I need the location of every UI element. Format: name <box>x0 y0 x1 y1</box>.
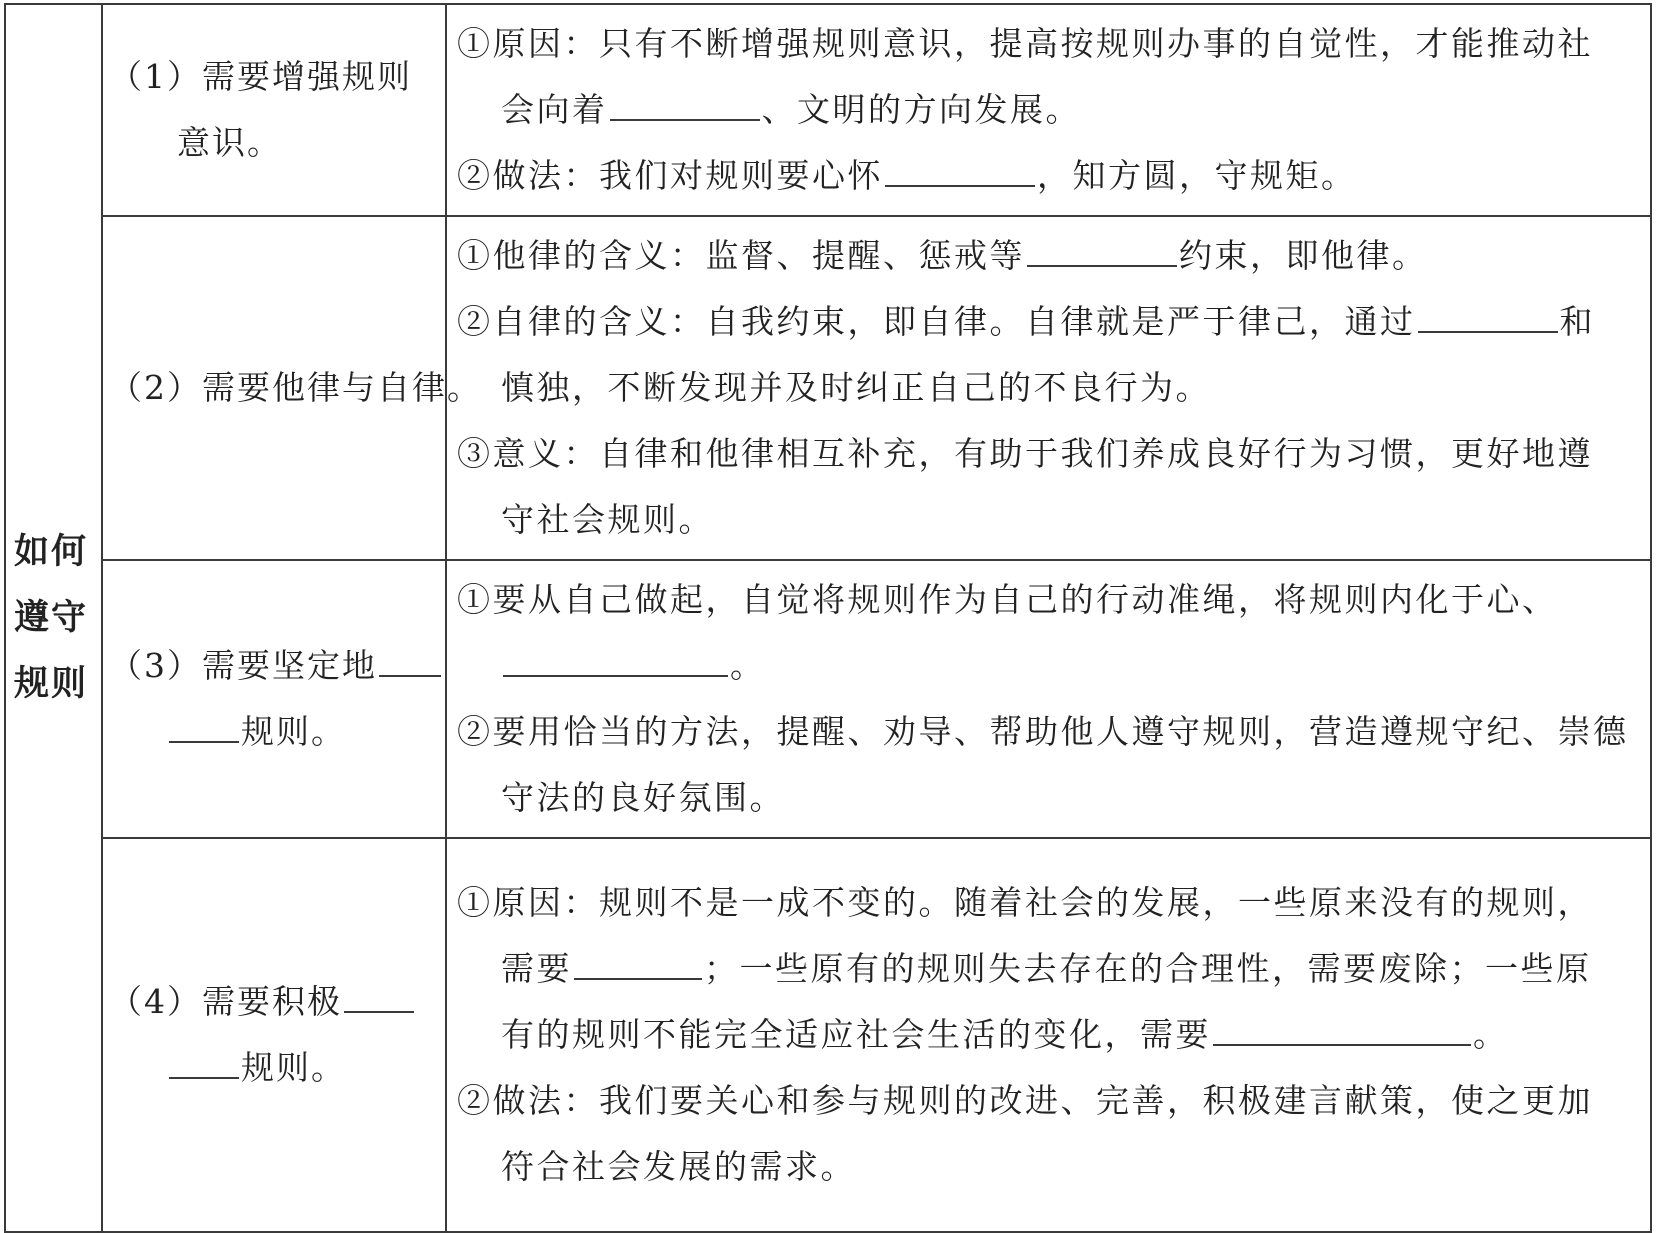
detail-cell <box>446 560 1651 838</box>
requirement-text <box>109 969 439 1035</box>
topic-line: 遵守 <box>14 598 89 638</box>
table-row <box>5 560 1651 838</box>
detail-line <box>457 1068 1640 1134</box>
requirement-text: 意识。 <box>177 123 282 162</box>
requirement-cell <box>102 560 446 838</box>
detail-text: 守法的良好氛围。 <box>501 778 785 817</box>
fill-in-blank[interactable] <box>1213 1020 1471 1046</box>
fill-in-blank[interactable] <box>169 717 239 743</box>
requirement-text <box>109 1035 439 1101</box>
item-marker: ① <box>457 24 493 63</box>
fill-in-blank[interactable] <box>379 651 441 677</box>
requirement-text: （4）需要积极 <box>109 982 342 1021</box>
detail-text: 慎独，不断发现并及时纠正自己的不良行为。 <box>501 368 1211 407</box>
fill-in-blank[interactable] <box>574 954 702 980</box>
detail-item <box>457 421 1640 553</box>
detail-item <box>457 1068 1640 1200</box>
detail-item <box>457 870 1640 1068</box>
fill-in-blank[interactable] <box>610 95 760 121</box>
detail-line <box>457 1134 1640 1200</box>
detail-text: 会向着 <box>501 90 608 129</box>
detail-text: 做法：我们要关心和参与规则的改进、完善，积极建言献策，使之更加 <box>492 1081 1593 1120</box>
detail-text: ，知方圆，守规矩。 <box>1037 156 1357 195</box>
detail-line <box>457 633 1640 699</box>
detail-text: 做法：我们对规则要心怀 <box>492 156 883 195</box>
detail-text: 要用恰当的方法，提醒、劝导、帮助他人遵守规则，营造遵规守纪、崇德 <box>492 712 1629 751</box>
detail-text: 原因：规则不是一成不变的。随着社会的发展，一些原来没有的规则， <box>492 883 1593 922</box>
knowledge-table-sheet <box>4 3 1652 1195</box>
requirement-cell <box>102 838 446 1232</box>
detail-cell <box>446 838 1651 1232</box>
detail-item <box>457 699 1640 831</box>
item-marker: ① <box>457 236 493 275</box>
detail-item <box>457 289 1640 421</box>
detail-line <box>457 765 1640 831</box>
fill-in-blank[interactable] <box>885 161 1035 187</box>
detail-text: 要从自己做起，自觉将规则作为自己的行动准绳，将规则内化于心、 <box>492 580 1558 619</box>
detail-text: 。 <box>1473 1015 1509 1054</box>
requirement-text: （2）需要他律与自律。 <box>109 368 482 407</box>
item-marker: ① <box>457 883 493 922</box>
detail-text: 符合社会发展的需求。 <box>501 1147 856 1186</box>
detail-item <box>457 223 1640 289</box>
table-row <box>5 4 1651 216</box>
detail-line <box>457 936 1640 1002</box>
detail-text: 约束，即他律。 <box>1179 236 1428 275</box>
detail-text: 自律的含义：自我约束，即自律。自律就是严于律己，通过 <box>492 302 1416 341</box>
detail-line <box>457 77 1640 143</box>
detail-line <box>457 567 1640 633</box>
detail-line <box>457 699 1640 765</box>
item-marker: ② <box>457 712 493 751</box>
detail-line <box>457 421 1640 487</box>
detail-text: 原因：只有不断增强规则意识，提高按规则办事的自觉性，才能推动社 <box>492 24 1593 63</box>
detail-line <box>457 487 1640 553</box>
requirement-cell <box>102 216 482 560</box>
detail-line <box>457 289 1640 355</box>
table-row <box>5 838 1651 1232</box>
topic-line: 规则 <box>14 664 89 704</box>
requirement-text <box>109 699 439 765</box>
item-marker: ② <box>457 1081 493 1120</box>
detail-text: 和 <box>1559 302 1595 341</box>
detail-item <box>457 11 1640 143</box>
fill-in-blank[interactable] <box>1027 241 1177 267</box>
topic-cell <box>5 4 102 1232</box>
fill-in-blank[interactable] <box>169 1053 239 1079</box>
item-marker: ① <box>457 580 493 619</box>
fill-in-blank[interactable] <box>503 651 728 677</box>
detail-text: 他律的含义：监督、提醒、惩戒等 <box>492 236 1025 275</box>
fill-in-blank[interactable] <box>344 987 414 1013</box>
detail-line <box>457 870 1640 936</box>
detail-line <box>457 223 1640 289</box>
requirement-text <box>109 633 439 699</box>
detail-text: 、文明的方向发展。 <box>761 90 1081 129</box>
fill-in-blank[interactable] <box>1418 307 1558 333</box>
detail-line <box>457 11 1640 77</box>
item-marker: ③ <box>457 434 493 473</box>
item-marker: ② <box>457 156 493 195</box>
detail-text: 守社会规则。 <box>501 500 714 539</box>
detail-text: 意义：自律和他律相互补充，有助于我们养成良好行为习惯，更好地遵 <box>492 434 1593 473</box>
detail-item <box>457 567 1640 699</box>
requirement-text: （3）需要坚定地 <box>109 646 377 685</box>
requirement-text: 规则。 <box>241 1048 346 1087</box>
detail-text: 有的规则不能完全适应社会生活的变化，需要 <box>501 1015 1211 1054</box>
detail-cell <box>446 216 1651 560</box>
table-row <box>5 216 1651 560</box>
knowledge-table <box>4 3 1652 1233</box>
detail-text: 需要 <box>501 949 572 988</box>
detail-cell <box>446 4 1651 216</box>
detail-line <box>457 143 1640 209</box>
requirement-text: 规则。 <box>241 712 346 751</box>
detail-line <box>457 1002 1640 1068</box>
detail-line <box>457 355 1640 421</box>
detail-text: 。 <box>730 646 766 685</box>
requirement-text: （1）需要增强规则 <box>109 57 412 96</box>
detail-item <box>457 143 1640 209</box>
topic-line: 如何 <box>14 532 89 572</box>
requirement-cell <box>102 4 446 216</box>
item-marker: ② <box>457 302 493 341</box>
detail-text: ；一些原有的规则失去存在的合理性，需要废除；一些原 <box>704 949 1592 988</box>
